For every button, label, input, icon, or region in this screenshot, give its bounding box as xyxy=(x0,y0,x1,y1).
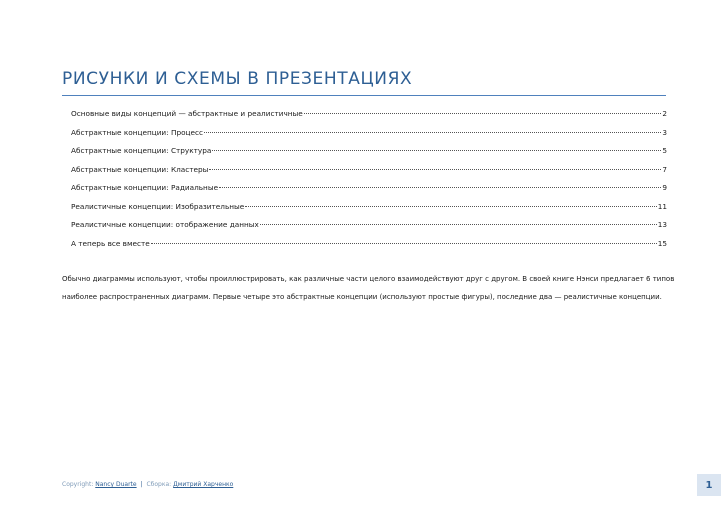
toc-entry[interactable] xyxy=(71,220,667,239)
footer-separator: | xyxy=(140,481,143,488)
toc-entry[interactable] xyxy=(71,165,667,184)
footer-credits xyxy=(62,481,233,488)
toc-dot-leader xyxy=(219,187,661,188)
toc-entry-page[interactable]: 3 xyxy=(662,127,667,137)
toc-entry-page[interactable]: 9 xyxy=(662,183,667,192)
toc-dot-leader xyxy=(212,150,661,151)
intro-paragraph xyxy=(62,270,675,306)
toc-entry-label[interactable]: Абстрактные концепции: Структура xyxy=(71,146,212,155)
toc-dot-leader xyxy=(204,132,661,133)
copyright-label: Copyright: xyxy=(62,481,94,488)
toc-entry[interactable] xyxy=(71,202,667,221)
intro-line: наиболее распространенных диаграмм. Первые четыре это абстрактные концепции (используют простые фигуры), последние два — реалистичные концепции. xyxy=(62,293,662,301)
toc-dot-leader xyxy=(260,224,657,225)
toc-entry-label[interactable]: Реалистичные концепции: Изобразительные xyxy=(71,201,245,211)
toc-dot-leader xyxy=(245,206,656,207)
toc-entry-label[interactable]: А теперь все вместе xyxy=(71,238,150,248)
toc-entry-label[interactable]: Основные виды концепций — абстрактные и реалистичные xyxy=(71,109,303,118)
toc-entry-page[interactable]: 5 xyxy=(662,146,667,155)
toc-dot-leader xyxy=(209,169,661,170)
toc-entry[interactable] xyxy=(71,183,667,202)
toc-entry-label[interactable]: Абстрактные концепции: Процесс xyxy=(71,127,204,137)
compiler-link[interactable]: Дмитрий Харченко xyxy=(173,481,234,488)
toc-entry[interactable] xyxy=(71,109,667,128)
toc-entry[interactable] xyxy=(71,128,667,147)
toc-entry-page[interactable]: 2 xyxy=(662,109,667,118)
toc-entry-page[interactable]: 13 xyxy=(657,220,667,229)
page-title: РИСУНКИ И СХЕМЫ В ПРЕЗЕНТАЦИЯХ xyxy=(62,69,413,89)
table-of-contents xyxy=(71,109,667,257)
toc-entry-page[interactable]: 15 xyxy=(657,238,667,248)
toc-entry-page[interactable]: 7 xyxy=(662,164,667,174)
toc-entry-page[interactable]: 11 xyxy=(657,201,667,211)
toc-entry-label[interactable]: Абстрактные концепции: Кластеры xyxy=(71,164,209,174)
intro-line: Обычно диаграммы используют, чтобы проиллюстрировать, как различные части целого взаимодействуют друг с другом. В своей книге Нэнси предлагает 6 типов xyxy=(62,275,675,283)
compiled-label: Сборка: xyxy=(146,481,172,488)
toc-dot-leader xyxy=(304,113,662,114)
toc-dot-leader xyxy=(151,243,657,244)
page-number-badge: 1 xyxy=(697,474,721,496)
toc-entry-label[interactable]: Реалистичные концепции: отображение данных xyxy=(71,220,259,229)
toc-entry-label[interactable]: Абстрактные концепции: Радиальные xyxy=(71,183,219,192)
author-link[interactable]: Nancy Duarte xyxy=(95,481,137,488)
toc-entry[interactable] xyxy=(71,239,667,258)
toc-entry[interactable] xyxy=(71,146,667,165)
title-underline xyxy=(62,95,666,96)
